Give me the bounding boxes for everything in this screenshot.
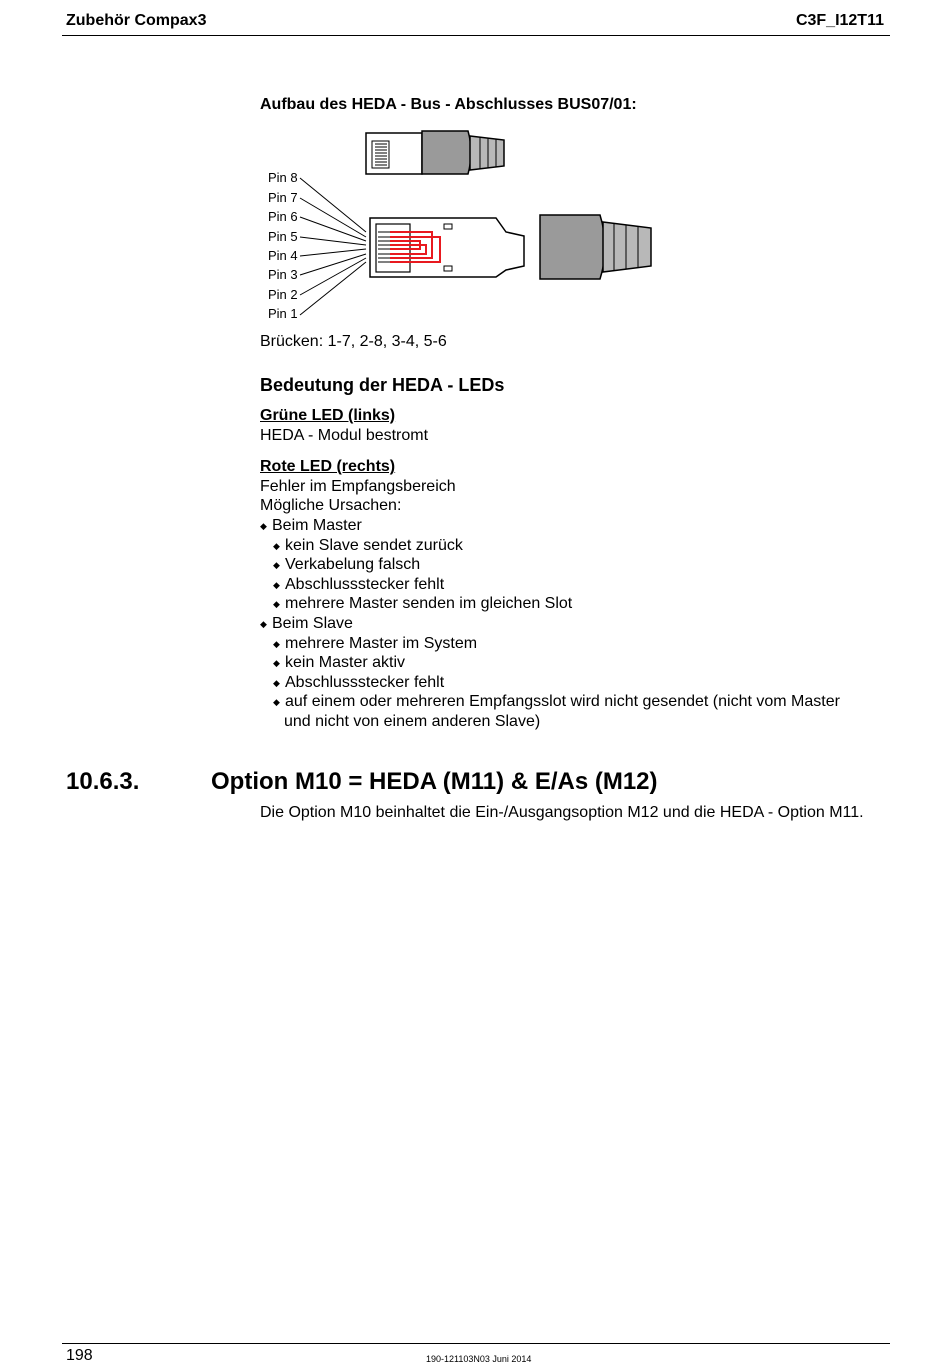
list-item: ◆ mehrere Master im System — [260, 634, 900, 654]
bullet-icon: ◆ — [260, 618, 267, 629]
list-item-slave: ◆ Beim Slave — [260, 614, 900, 634]
plug-boot — [540, 215, 651, 279]
bullet-icon: ◆ — [273, 579, 280, 590]
red-led-text: Fehler im Empfangsbereich — [260, 477, 456, 495]
bullet-icon: ◆ — [273, 677, 280, 688]
bullet-icon: ◆ — [260, 520, 267, 531]
pin-leader-lines — [300, 178, 366, 315]
red-led-title: Rote LED (rechts) — [260, 458, 396, 476]
bullet-icon: ◆ — [273, 599, 280, 610]
led-description — [260, 406, 900, 732]
causes-label: Mögliche Ursachen: — [260, 497, 402, 515]
page-number: 198 — [66, 1347, 93, 1364]
green-led-title: Grüne LED (links) — [260, 407, 396, 424]
pin-label-2: Pin 2 — [268, 287, 298, 302]
list-item: ◆ auf einem oder mehreren Empfangsslot wird nicht gesendet (nicht vom Master — [260, 692, 900, 712]
list-item: ◆ kein Slave sendet zurück — [260, 536, 900, 556]
bullet-icon: ◆ — [273, 697, 280, 708]
footer-rule — [62, 1343, 890, 1344]
document-id: 190-121103N03 Juni 2014 — [426, 1354, 532, 1364]
section-title: Option M10 = HEDA (M11) & E/As (M12) — [211, 768, 658, 795]
plug-side-view — [370, 218, 524, 277]
bullet-icon: ◆ — [273, 540, 280, 551]
list-item: ◆ Abschlussstecker fehlt — [260, 575, 900, 595]
pin-label-4: Pin 4 — [268, 248, 298, 263]
pin-label-1: Pin 1 — [268, 306, 298, 321]
list-item: ◆ kein Master aktiv — [260, 653, 900, 673]
pin-label-5: Pin 5 — [268, 229, 298, 244]
header-left: Zubehör Compax3 — [66, 12, 207, 29]
pin-label-6: Pin 6 — [268, 209, 298, 224]
connector-diagram — [0, 0, 950, 340]
bullet-icon: ◆ — [273, 658, 280, 669]
section-number: 10.6.3. — [66, 768, 140, 795]
bullet-icon: ◆ — [273, 638, 280, 649]
connector-front-view — [366, 131, 504, 174]
section-body: Die Option M10 beinhaltet die Ein-/Ausgangsoption M12 und die HEDA - Option M11. — [260, 804, 864, 821]
list-item-continuation: und nicht von einem anderen Slave) — [284, 712, 541, 730]
pin-label-7: Pin 7 — [268, 190, 298, 205]
pin-label-3: Pin 3 — [268, 267, 298, 282]
led-heading: Bedeutung der HEDA - LEDs — [260, 375, 505, 395]
pin-label-8: Pin 8 — [268, 170, 298, 185]
bridges-caption: Brücken: 1-7, 2-8, 3-4, 5-6 — [260, 333, 447, 350]
header-right: C3F_I12T11 — [795, 12, 884, 29]
list-item: ◆ Verkabelung falsch — [260, 555, 900, 575]
list-item-master: ◆ Beim Master — [260, 516, 900, 536]
bullet-icon: ◆ — [273, 560, 280, 571]
figure-title: Aufbau des HEDA - Bus - Abschlusses BUS07/01: — [260, 96, 637, 113]
list-item: ◆ Abschlussstecker fehlt — [260, 673, 900, 693]
list-item: ◆ mehrere Master senden im gleichen Slot — [260, 594, 900, 614]
green-led-text: HEDA - Modul bestromt — [260, 426, 429, 444]
